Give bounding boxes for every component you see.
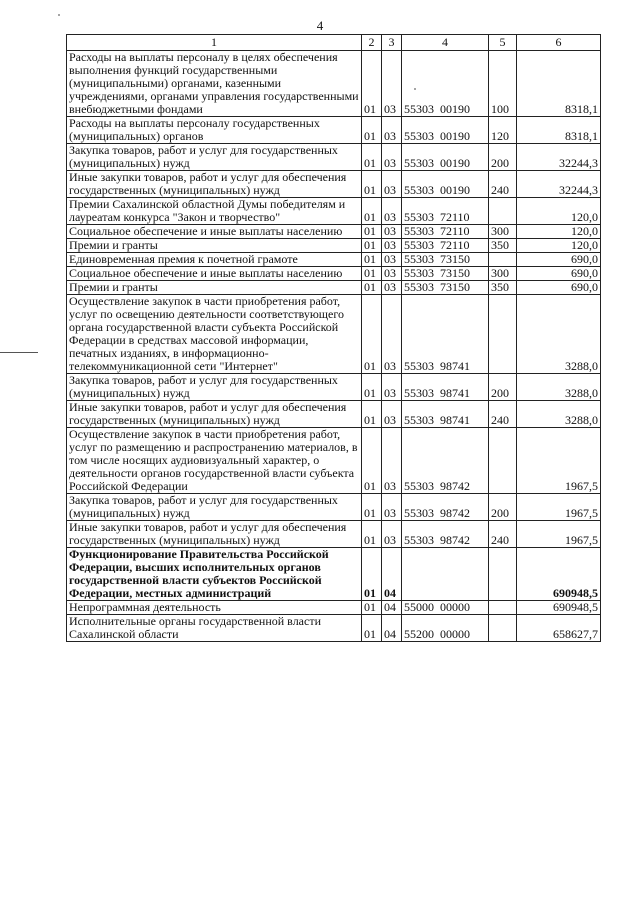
- amount-cell: 1967,5: [517, 521, 601, 548]
- target-article-cell: 55303 00190: [402, 117, 489, 144]
- row-name-cell: Функционирование Правительства Российской Федерации, высших исполнительных органов государственной власти субъектов Российской Федерации, местных администраций: [67, 548, 362, 601]
- subsection-code-cell: 04: [382, 615, 402, 642]
- target-article-cell: 55303 98742: [402, 428, 489, 494]
- row-name-cell: Социальное обеспечение и иные выплаты населению: [67, 225, 362, 239]
- expense-type-cell: [489, 198, 517, 225]
- row-name-cell: Непрограммная деятельность: [67, 601, 362, 615]
- expense-type-cell: 350: [489, 239, 517, 253]
- table-row: [67, 225, 601, 239]
- row-name-cell: Осуществление закупок в части приобретения работ, услуг по освещению деятельности соответствующего органа государственной власти субъекта Российской Федерации в средствах массовой информации, печатных изданиях, в информационно-телекоммуникационной сети "Интернет": [67, 295, 362, 374]
- table-row: [67, 281, 601, 295]
- table-row: [67, 428, 601, 494]
- row-name-cell: Иные закупки товаров, работ и услуг для обеспечения государственных (муниципальных) нужд: [67, 521, 362, 548]
- target-article-cell: 55303 72110: [402, 198, 489, 225]
- subsection-code-cell: 03: [382, 401, 402, 428]
- row-name-cell: Закупка товаров, работ и услуг для государственных (муниципальных) нужд: [67, 494, 362, 521]
- section-code-cell: 01: [362, 281, 382, 295]
- table-row: [67, 51, 601, 117]
- section-code-cell: 01: [362, 401, 382, 428]
- section-code-cell: 01: [362, 198, 382, 225]
- row-name-cell: Исполнительные органы государственной власти Сахалинской области: [67, 615, 362, 642]
- subsection-code-cell: 03: [382, 267, 402, 281]
- row-name-cell: Премии Сахалинской областной Думы победителям и лауреатам конкурса "Закон и творчество": [67, 198, 362, 225]
- amount-cell: 690948,5: [517, 601, 601, 615]
- amount-cell: 3288,0: [517, 401, 601, 428]
- header-row: [67, 35, 601, 51]
- row-name-cell: Расходы на выплаты персоналу государственных (муниципальных) органов: [67, 117, 362, 144]
- amount-cell: 690,0: [517, 267, 601, 281]
- amount-cell: 32244,3: [517, 171, 601, 198]
- table-row: [67, 267, 601, 281]
- target-article-cell: 55303 98741: [402, 295, 489, 374]
- expense-type-cell: [489, 295, 517, 374]
- amount-cell: 1967,5: [517, 428, 601, 494]
- amount-cell: 690,0: [517, 253, 601, 267]
- subsection-code-cell: 03: [382, 144, 402, 171]
- target-article-cell: 55303 98741: [402, 401, 489, 428]
- target-article-cell: 55303 98742: [402, 494, 489, 521]
- margin-mark: [0, 352, 38, 353]
- expense-type-cell: 300: [489, 267, 517, 281]
- row-name-cell: Премии и гранты: [67, 281, 362, 295]
- expense-type-cell: 200: [489, 144, 517, 171]
- expense-type-cell: 240: [489, 171, 517, 198]
- subsection-code-cell: 03: [382, 117, 402, 144]
- amount-cell: 690,0: [517, 281, 601, 295]
- expense-type-cell: [489, 615, 517, 642]
- subsection-code-cell: 03: [382, 521, 402, 548]
- row-name-cell: Единовременная премия к почетной грамоте: [67, 253, 362, 267]
- target-article-cell: 55303 00190: [402, 171, 489, 198]
- amount-cell: 120,0: [517, 225, 601, 239]
- target-article-cell: 55303 98742: [402, 521, 489, 548]
- table-row: [67, 144, 601, 171]
- target-article-cell: 55200 00000: [402, 615, 489, 642]
- target-article-cell: 55303 72110: [402, 239, 489, 253]
- subsection-code-cell: 03: [382, 428, 402, 494]
- table-row: [67, 374, 601, 401]
- column-header: 5: [489, 35, 517, 51]
- subsection-code-cell: 04: [382, 548, 402, 601]
- section-code-cell: 01: [362, 171, 382, 198]
- target-article-cell: 55303 00190: [402, 144, 489, 171]
- row-name-cell: Осуществление закупок в части приобретения работ, услуг по размещению и распространению материалов, в том числе носящих аудиовизуальный характер, о деятельности органов государственной власти субъекта Российской Федерации: [67, 428, 362, 494]
- table-row: [67, 615, 601, 642]
- amount-cell: 690948,5: [517, 548, 601, 601]
- expense-type-cell: 300: [489, 225, 517, 239]
- section-code-cell: 01: [362, 225, 382, 239]
- page-number: 4: [316, 18, 324, 33]
- section-code-cell: 01: [362, 601, 382, 615]
- column-header: 4: [402, 35, 489, 51]
- subsection-code-cell: 03: [382, 374, 402, 401]
- expense-type-cell: 200: [489, 494, 517, 521]
- table-row: [67, 494, 601, 521]
- amount-cell: 658627,7: [517, 615, 601, 642]
- section-code-cell: 01: [362, 253, 382, 267]
- table-row: [67, 239, 601, 253]
- table-row: [67, 117, 601, 144]
- section-code-cell: 01: [362, 51, 382, 117]
- section-code-cell: 01: [362, 239, 382, 253]
- target-article-cell: 55303 73150: [402, 281, 489, 295]
- column-header: 3: [382, 35, 402, 51]
- table-row: [67, 401, 601, 428]
- row-name-cell: Расходы на выплаты персоналу в целях обеспечения выполнения функций государственными (муниципальными) органами, казенными учреждениями, органами управления государственными внебюджетными фондами: [67, 51, 362, 117]
- expense-type-cell: 240: [489, 401, 517, 428]
- column-header: 2: [362, 35, 382, 51]
- row-name-cell: Иные закупки товаров, работ и услуг для обеспечения государственных (муниципальных) нужд: [67, 401, 362, 428]
- amount-cell: 120,0: [517, 239, 601, 253]
- target-article-cell: [402, 548, 489, 601]
- expense-type-cell: 240: [489, 521, 517, 548]
- target-article-cell: 55303 73150: [402, 267, 489, 281]
- amount-cell: 8318,1: [517, 117, 601, 144]
- table-row: [67, 253, 601, 267]
- subsection-code-cell: 04: [382, 601, 402, 615]
- section-code-cell: 01: [362, 615, 382, 642]
- expense-type-cell: [489, 601, 517, 615]
- table-row: [67, 521, 601, 548]
- subsection-code-cell: 03: [382, 295, 402, 374]
- row-name-cell: Иные закупки товаров, работ и услуг для обеспечения государственных (муниципальных) нужд: [67, 171, 362, 198]
- amount-cell: 8318,1: [517, 51, 601, 117]
- row-name-cell: Социальное обеспечение и иные выплаты населению: [67, 267, 362, 281]
- expense-type-cell: 350: [489, 281, 517, 295]
- subsection-code-cell: 03: [382, 171, 402, 198]
- expense-type-cell: 100: [489, 51, 517, 117]
- subsection-code-cell: 03: [382, 494, 402, 521]
- target-article-cell: 55303 73150: [402, 253, 489, 267]
- expense-type-cell: [489, 428, 517, 494]
- budget-table: [66, 34, 601, 642]
- scan-speck: [58, 14, 60, 16]
- amount-cell: 120,0: [517, 198, 601, 225]
- row-name-cell: Закупка товаров, работ и услуг для государственных (муниципальных) нужд: [67, 374, 362, 401]
- amount-cell: 32244,3: [517, 144, 601, 171]
- table-row: [67, 548, 601, 601]
- target-article-cell: 55000 00000: [402, 601, 489, 615]
- subsection-code-cell: 03: [382, 225, 402, 239]
- section-code-cell: 01: [362, 295, 382, 374]
- expense-type-cell: 120: [489, 117, 517, 144]
- subsection-code-cell: 03: [382, 239, 402, 253]
- table-body: [67, 51, 601, 642]
- target-article-cell: 55303 98741: [402, 374, 489, 401]
- section-code-cell: 01: [362, 267, 382, 281]
- table-row: [67, 171, 601, 198]
- amount-cell: 3288,0: [517, 295, 601, 374]
- column-header: 1: [67, 35, 362, 51]
- section-code-cell: 01: [362, 428, 382, 494]
- section-code-cell: 01: [362, 548, 382, 601]
- subsection-code-cell: 03: [382, 253, 402, 267]
- section-code-cell: 01: [362, 117, 382, 144]
- table-row: [67, 198, 601, 225]
- amount-cell: 1967,5: [517, 494, 601, 521]
- expense-type-cell: [489, 548, 517, 601]
- row-name-cell: Премии и гранты: [67, 239, 362, 253]
- row-name-cell: Закупка товаров, работ и услуг для государственных (муниципальных) нужд: [67, 144, 362, 171]
- subsection-code-cell: 03: [382, 281, 402, 295]
- column-header: 6: [517, 35, 601, 51]
- target-article-cell: 55303 72110: [402, 225, 489, 239]
- subsection-code-cell: 03: [382, 198, 402, 225]
- section-code-cell: 01: [362, 144, 382, 171]
- expense-type-cell: 200: [489, 374, 517, 401]
- target-article-cell: 55303 00190: [402, 51, 489, 117]
- section-code-cell: 01: [362, 521, 382, 548]
- expense-type-cell: [489, 253, 517, 267]
- subsection-code-cell: 03: [382, 51, 402, 117]
- section-code-cell: 01: [362, 374, 382, 401]
- section-code-cell: 01: [362, 494, 382, 521]
- table-row: [67, 295, 601, 374]
- amount-cell: 3288,0: [517, 374, 601, 401]
- table-row: [67, 601, 601, 615]
